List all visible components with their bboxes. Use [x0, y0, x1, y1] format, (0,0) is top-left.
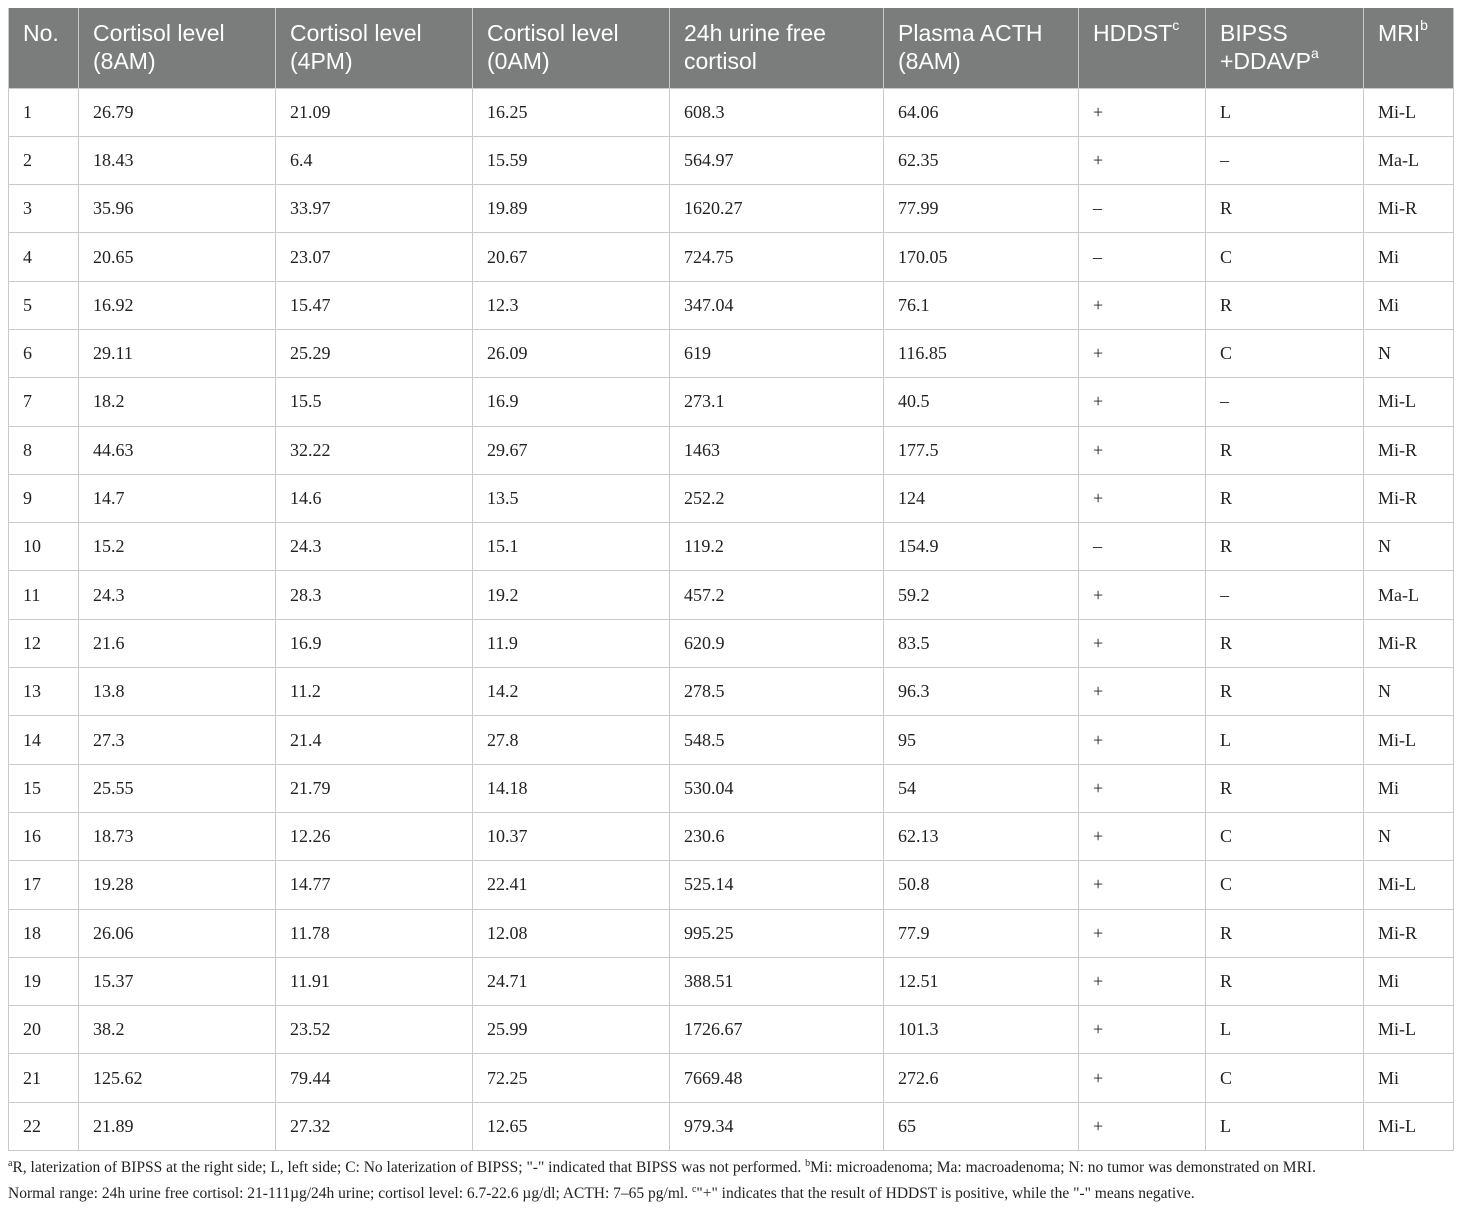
- table-row: [9, 1006, 1454, 1054]
- table-cell: 62.13: [884, 812, 1079, 860]
- table-cell: 76.1: [884, 281, 1079, 329]
- table-cell: +: [1079, 378, 1206, 426]
- table-cell: R: [1206, 426, 1364, 474]
- table-cell: 21.6: [79, 619, 276, 667]
- table-cell: N: [1364, 329, 1454, 377]
- table-cell: +: [1079, 1006, 1206, 1054]
- table-cell: +: [1079, 1102, 1206, 1150]
- table-cell: Mi: [1364, 281, 1454, 329]
- column-header-footnote-marker: c: [1172, 17, 1180, 34]
- table-cell: 26.79: [79, 88, 276, 136]
- table-cell: 14.6: [276, 474, 473, 522]
- table-cell: 11.91: [276, 957, 473, 1005]
- table-cell: +: [1079, 136, 1206, 184]
- table-cell: 33.97: [276, 185, 473, 233]
- table-cell: 11.78: [276, 909, 473, 957]
- table-cell: 9: [9, 474, 79, 522]
- table-cell: 26.09: [473, 329, 670, 377]
- table-cell: 19: [9, 957, 79, 1005]
- table-cell: 22: [9, 1102, 79, 1150]
- table-row: [9, 426, 1454, 474]
- table-cell: 125.62: [79, 1054, 276, 1102]
- table-cell: C: [1206, 861, 1364, 909]
- table-cell: 77.99: [884, 185, 1079, 233]
- table-cell: 25.99: [473, 1006, 670, 1054]
- column-header-label: 24h urine free cortisol: [684, 20, 826, 74]
- table-cell: 25.55: [79, 764, 276, 812]
- table-cell: R: [1206, 909, 1364, 957]
- table-cell: +: [1079, 619, 1206, 667]
- table-cell: 7: [9, 378, 79, 426]
- table-cell: –: [1079, 185, 1206, 233]
- table-cell: –: [1079, 523, 1206, 571]
- footnote-marker-c: c: [691, 1183, 697, 1195]
- table-cell: 83.5: [884, 619, 1079, 667]
- table-cell: +: [1079, 571, 1206, 619]
- table-row: [9, 764, 1454, 812]
- table-cell: 16.25: [473, 88, 670, 136]
- table-cell: 620.9: [670, 619, 884, 667]
- table-cell: 4: [9, 233, 79, 281]
- table-cell: 26.06: [79, 909, 276, 957]
- table-cell: +: [1079, 716, 1206, 764]
- table-cell: +: [1079, 474, 1206, 522]
- table-cell: L: [1206, 1102, 1364, 1150]
- table-cell: 29.11: [79, 329, 276, 377]
- table-cell: 14.18: [473, 764, 670, 812]
- table-cell: 12.3: [473, 281, 670, 329]
- table-cell: N: [1364, 812, 1454, 860]
- table-cell: 1726.67: [670, 1006, 884, 1054]
- footnote-text-a: R, laterization of BIPSS at the right side; L, left side; C: No laterization of BIPSS; "-" indicated that BIPSS was not performed.: [12, 1159, 806, 1177]
- table-cell: Mi-R: [1364, 426, 1454, 474]
- table-cell: 252.2: [670, 474, 884, 522]
- column-header-label: Plasma ACTH (8AM): [898, 20, 1043, 74]
- footnote-text-c: "+" indicates that the result of HDDST is positive, while the "-" means negative.: [696, 1185, 1195, 1203]
- table-cell: Mi-L: [1364, 1006, 1454, 1054]
- footnote-line-2: [8, 1181, 1453, 1207]
- table-cell: 8: [9, 426, 79, 474]
- table-cell: 170.05: [884, 233, 1079, 281]
- table-cell: 388.51: [670, 957, 884, 1005]
- table-cell: 21.4: [276, 716, 473, 764]
- table-cell: 17: [9, 861, 79, 909]
- table-cell: 619: [670, 329, 884, 377]
- table-cell: R: [1206, 764, 1364, 812]
- table-row: [9, 185, 1454, 233]
- table-cell: 1: [9, 88, 79, 136]
- table-cell: Ma-L: [1364, 571, 1454, 619]
- table-cell: R: [1206, 957, 1364, 1005]
- table-cell: 38.2: [79, 1006, 276, 1054]
- table-cell: R: [1206, 185, 1364, 233]
- table-cell: +: [1079, 1054, 1206, 1102]
- table-cell: 65: [884, 1102, 1079, 1150]
- table-cell: 15: [9, 764, 79, 812]
- table-cell: +: [1079, 329, 1206, 377]
- table-cell: 12.51: [884, 957, 1079, 1005]
- table-cell: R: [1206, 619, 1364, 667]
- table-cell: 40.5: [884, 378, 1079, 426]
- table-cell: 44.63: [79, 426, 276, 474]
- column-header-footnote-marker: b: [1420, 17, 1428, 34]
- table-cell: 116.85: [884, 329, 1079, 377]
- table-cell: R: [1206, 474, 1364, 522]
- table-cell: 979.34: [670, 1102, 884, 1150]
- table-cell: 15.2: [79, 523, 276, 571]
- table-cell: 608.3: [670, 88, 884, 136]
- column-header-label: Cortisol level (0AM): [487, 20, 619, 74]
- column-header-footnote-marker: a: [1310, 45, 1319, 62]
- table-cell: 35.96: [79, 185, 276, 233]
- table-row: [9, 909, 1454, 957]
- table-cell: 14.2: [473, 668, 670, 716]
- column-header-label: MRI: [1378, 20, 1421, 46]
- table-cell: 15.5: [276, 378, 473, 426]
- table-cell: 18.43: [79, 136, 276, 184]
- cortisol-data-table: [8, 8, 1454, 1151]
- table-cell: 27.32: [276, 1102, 473, 1150]
- table-cell: 12.08: [473, 909, 670, 957]
- table-cell: 273.1: [670, 378, 884, 426]
- table-row: [9, 281, 1454, 329]
- table-cell: L: [1206, 88, 1364, 136]
- column-header: [276, 8, 473, 88]
- table-cell: 7669.48: [670, 1054, 884, 1102]
- table-cell: 3: [9, 185, 79, 233]
- column-header-label: HDDST: [1093, 20, 1173, 46]
- table-row: [9, 716, 1454, 764]
- table-cell: Mi-R: [1364, 474, 1454, 522]
- table-cell: 12: [9, 619, 79, 667]
- table-cell: 124: [884, 474, 1079, 522]
- table-cell: R: [1206, 523, 1364, 571]
- table-cell: 14.77: [276, 861, 473, 909]
- footnote-text-b: Mi: microadenoma; Ma: macroadenoma; N: no tumor was demonstrated on MRI.: [810, 1159, 1316, 1177]
- table-cell: 564.97: [670, 136, 884, 184]
- table-cell: 21.89: [79, 1102, 276, 1150]
- table-cell: 20.65: [79, 233, 276, 281]
- table-cell: R: [1206, 281, 1364, 329]
- column-header-label: BIPSS +DDAVP: [1220, 20, 1311, 74]
- column-header: [670, 8, 884, 88]
- table-cell: 13.5: [473, 474, 670, 522]
- table-cell: 5: [9, 281, 79, 329]
- table-cell: 21: [9, 1054, 79, 1102]
- table-cell: 79.44: [276, 1054, 473, 1102]
- table-row: [9, 571, 1454, 619]
- table-cell: 95: [884, 716, 1079, 764]
- table-row: [9, 329, 1454, 377]
- table-cell: 177.5: [884, 426, 1079, 474]
- table-cell: 278.5: [670, 668, 884, 716]
- table-cell: Mi-L: [1364, 861, 1454, 909]
- table-cell: 15.47: [276, 281, 473, 329]
- table-cell: –: [1206, 136, 1364, 184]
- table-body: [9, 88, 1454, 1151]
- table-cell: 15.37: [79, 957, 276, 1005]
- table-cell: 50.8: [884, 861, 1079, 909]
- table-cell: 6: [9, 329, 79, 377]
- table-cell: 11.9: [473, 619, 670, 667]
- table-cell: C: [1206, 1054, 1364, 1102]
- table-cell: 101.3: [884, 1006, 1079, 1054]
- table-cell: 11: [9, 571, 79, 619]
- table-footnote: [8, 1155, 1453, 1207]
- table-cell: 272.6: [884, 1054, 1079, 1102]
- table-cell: 13: [9, 668, 79, 716]
- table-row: [9, 1102, 1454, 1150]
- table-cell: Mi-L: [1364, 716, 1454, 764]
- table-cell: –: [1206, 378, 1364, 426]
- table-cell: 24.3: [79, 571, 276, 619]
- table-cell: C: [1206, 233, 1364, 281]
- table-cell: Mi-R: [1364, 909, 1454, 957]
- table-cell: 27.8: [473, 716, 670, 764]
- table-cell: –: [1079, 233, 1206, 281]
- table-cell: 10.37: [473, 812, 670, 860]
- table-row: [9, 668, 1454, 716]
- table-cell: 62.35: [884, 136, 1079, 184]
- table-cell: 16.92: [79, 281, 276, 329]
- table-header: [9, 8, 1454, 88]
- table-row: [9, 523, 1454, 571]
- table-cell: 525.14: [670, 861, 884, 909]
- table-row: [9, 233, 1454, 281]
- table-cell: 72.25: [473, 1054, 670, 1102]
- table-cell: 21.09: [276, 88, 473, 136]
- table-cell: 724.75: [670, 233, 884, 281]
- header-row: [9, 8, 1454, 88]
- table-cell: +: [1079, 909, 1206, 957]
- column-header-label: No.: [23, 20, 59, 46]
- column-header-label: Cortisol level (4PM): [290, 20, 422, 74]
- column-header: [9, 8, 79, 88]
- table-cell: +: [1079, 812, 1206, 860]
- table-cell: 15.1: [473, 523, 670, 571]
- table-cell: N: [1364, 668, 1454, 716]
- table-cell: C: [1206, 812, 1364, 860]
- table-cell: 27.3: [79, 716, 276, 764]
- table-cell: 6.4: [276, 136, 473, 184]
- table-cell: 457.2: [670, 571, 884, 619]
- table-cell: Mi: [1364, 957, 1454, 1005]
- table-cell: 18.2: [79, 378, 276, 426]
- table-container: [8, 8, 1453, 1207]
- table-cell: Mi: [1364, 1054, 1454, 1102]
- table-cell: 77.9: [884, 909, 1079, 957]
- column-header: [884, 8, 1079, 88]
- table-cell: R: [1206, 668, 1364, 716]
- table-row: [9, 474, 1454, 522]
- table-cell: 25.29: [276, 329, 473, 377]
- table-cell: +: [1079, 281, 1206, 329]
- table-cell: 14.7: [79, 474, 276, 522]
- table-row: [9, 957, 1454, 1005]
- table-row: [9, 861, 1454, 909]
- footnote-line-1: [8, 1155, 1453, 1181]
- table-cell: 23.52: [276, 1006, 473, 1054]
- table-cell: 530.04: [670, 764, 884, 812]
- table-cell: 13.8: [79, 668, 276, 716]
- table-row: [9, 812, 1454, 860]
- table-cell: +: [1079, 957, 1206, 1005]
- table-cell: 18.73: [79, 812, 276, 860]
- table-cell: 24.71: [473, 957, 670, 1005]
- table-cell: Mi-L: [1364, 1102, 1454, 1150]
- table-row: [9, 378, 1454, 426]
- table-cell: 2: [9, 136, 79, 184]
- table-cell: N: [1364, 523, 1454, 571]
- table-cell: 15.59: [473, 136, 670, 184]
- column-header: [79, 8, 276, 88]
- table-cell: 16: [9, 812, 79, 860]
- table-cell: L: [1206, 716, 1364, 764]
- table-cell: Mi: [1364, 233, 1454, 281]
- table-cell: 230.6: [670, 812, 884, 860]
- table-cell: 11.2: [276, 668, 473, 716]
- table-cell: +: [1079, 426, 1206, 474]
- table-cell: 548.5: [670, 716, 884, 764]
- table-cell: 21.79: [276, 764, 473, 812]
- column-header: [1079, 8, 1206, 88]
- table-cell: 347.04: [670, 281, 884, 329]
- table-cell: 64.06: [884, 88, 1079, 136]
- table-cell: 16.9: [276, 619, 473, 667]
- footnote-marker-b: b: [805, 1157, 811, 1169]
- table-cell: Mi-L: [1364, 378, 1454, 426]
- table-row: [9, 619, 1454, 667]
- table-cell: 1463: [670, 426, 884, 474]
- table-cell: 119.2: [670, 523, 884, 571]
- footnote-marker-a: a: [8, 1157, 13, 1169]
- table-cell: 16.9: [473, 378, 670, 426]
- table-cell: 18: [9, 909, 79, 957]
- column-header-label: Cortisol level (8AM): [93, 20, 225, 74]
- table-cell: 19.2: [473, 571, 670, 619]
- table-cell: L: [1206, 1006, 1364, 1054]
- table-cell: 12.65: [473, 1102, 670, 1150]
- table-cell: 995.25: [670, 909, 884, 957]
- table-cell: Mi-R: [1364, 185, 1454, 233]
- table-cell: 19.89: [473, 185, 670, 233]
- column-header: [1364, 8, 1454, 88]
- table-cell: 32.22: [276, 426, 473, 474]
- table-cell: 14: [9, 716, 79, 764]
- table-cell: 12.26: [276, 812, 473, 860]
- table-cell: +: [1079, 668, 1206, 716]
- footnote-normal-range: Normal range: 24h urine free cortisol: 21-111µg/24h urine; cortisol level: 6.7-22.6 µg/dl; ACTH: 7–65 pg/ml.: [8, 1185, 692, 1203]
- column-header: [473, 8, 670, 88]
- table-cell: +: [1079, 88, 1206, 136]
- table-cell: Mi: [1364, 764, 1454, 812]
- table-cell: 20: [9, 1006, 79, 1054]
- table-cell: +: [1079, 861, 1206, 909]
- table-row: [9, 136, 1454, 184]
- table-cell: Ma-L: [1364, 136, 1454, 184]
- table-cell: 59.2: [884, 571, 1079, 619]
- table-cell: 28.3: [276, 571, 473, 619]
- table-cell: 22.41: [473, 861, 670, 909]
- table-row: [9, 88, 1454, 136]
- table-cell: 54: [884, 764, 1079, 812]
- table-row: [9, 1054, 1454, 1102]
- column-header: [1206, 8, 1364, 88]
- table-cell: C: [1206, 329, 1364, 377]
- table-cell: –: [1206, 571, 1364, 619]
- table-cell: 19.28: [79, 861, 276, 909]
- table-cell: 23.07: [276, 233, 473, 281]
- table-cell: Mi-L: [1364, 88, 1454, 136]
- table-cell: 20.67: [473, 233, 670, 281]
- table-cell: 10: [9, 523, 79, 571]
- table-cell: 24.3: [276, 523, 473, 571]
- table-cell: 29.67: [473, 426, 670, 474]
- table-cell: 154.9: [884, 523, 1079, 571]
- table-cell: +: [1079, 764, 1206, 812]
- table-cell: 1620.27: [670, 185, 884, 233]
- table-cell: Mi-R: [1364, 619, 1454, 667]
- table-cell: 96.3: [884, 668, 1079, 716]
